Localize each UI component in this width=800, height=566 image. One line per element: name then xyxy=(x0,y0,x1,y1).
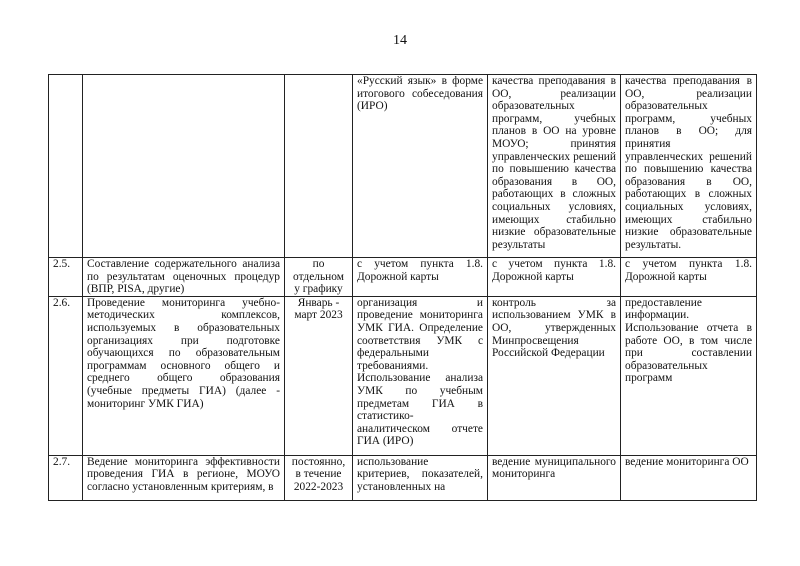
cell-text-line: среднего общего образования xyxy=(87,372,280,385)
cell-text-line: предметам ГИА в xyxy=(357,397,483,410)
cell-text-line: образовательных xyxy=(625,100,708,113)
cell-text-line: имеющих стабильно xyxy=(625,213,752,226)
cell-text-line: принятия xyxy=(625,137,671,150)
cell-text-line: планов в ОО; для xyxy=(625,125,752,138)
municipal-level-cell xyxy=(488,455,621,500)
cell-text-line: ГИА (ИРО) xyxy=(357,435,414,448)
cell-text-line: программ xyxy=(625,372,673,385)
cell-text-line: информации. xyxy=(625,309,690,322)
cell-text-line: результаты xyxy=(492,238,546,251)
school-level-cell xyxy=(621,258,757,297)
cell-text-line: мониторинг УМК ГИА) xyxy=(87,397,204,410)
cell-text-line: в течение xyxy=(295,468,342,481)
cell-text-line: с учетом пункта 1.8. xyxy=(357,258,483,270)
cell-text-line: итогового собеседования xyxy=(357,87,483,100)
cell-text-line: 2022-2023 xyxy=(293,480,344,493)
cell-text-line: с учетом пункта 1.8. xyxy=(492,258,616,270)
page-number: 14 xyxy=(393,33,407,48)
school-level-cell xyxy=(621,296,757,455)
cell-text-line: Январь - xyxy=(297,296,340,309)
cell-text-line: качества преподавания в xyxy=(625,75,752,87)
school-level-cell xyxy=(621,455,757,500)
cell-text-line: аналитическом отчете xyxy=(357,422,483,435)
cell-text-line: Минпросвещения xyxy=(492,334,579,347)
cell-text-line: ОО, реализации xyxy=(625,87,752,100)
cell-text-line: результаты. xyxy=(625,238,682,251)
cell-text-line: март 2023 xyxy=(294,309,343,322)
regional-level-cell xyxy=(353,258,488,297)
cell-text-line: Использование анализа xyxy=(357,372,483,385)
cell-text-line: низкие образовательные xyxy=(492,226,616,239)
cell-text-line: статистико- xyxy=(357,410,414,423)
cell-text-line: образовательных xyxy=(492,100,575,113)
cell-text-line: программ, учебных xyxy=(625,112,752,125)
cell-text-line: управленческих решений xyxy=(492,150,616,163)
term-cell xyxy=(285,296,353,455)
cell-text-line: работающих в сложных xyxy=(625,188,752,201)
cell-text-line: у графику xyxy=(294,283,343,296)
cell-text-line: требованиями. xyxy=(357,359,429,372)
cell-text-line: управленческих решений xyxy=(625,150,752,163)
cell-text-line: Составление содержательного анализа xyxy=(87,258,280,270)
cell-text-line: низкие образовательные xyxy=(625,226,752,239)
cell-text-line: организациях при подготовке xyxy=(87,334,280,347)
cell-text-line: проведения ГИА в регионе, МОУО xyxy=(87,468,280,481)
cell-text-line: согласно установленным критериям, в xyxy=(87,480,274,493)
activity-cell xyxy=(83,296,285,455)
cell-text-line: образования в ОО, xyxy=(492,175,616,188)
cell-text-line: Дорожной карты xyxy=(492,270,574,283)
cell-text-line: УМК ГИА. Определение xyxy=(357,321,483,334)
term-cell xyxy=(285,258,353,297)
cell-text-line: программам основного общего и xyxy=(87,359,280,372)
cell-text-line: УМК по учебным xyxy=(357,384,483,397)
cell-text-line: Ведение мониторинга эффективности xyxy=(87,455,280,468)
cell-text-line: использованием УМК в xyxy=(492,309,616,322)
cell-text-line: обучающихся по образовательным xyxy=(87,347,280,360)
activity-cell xyxy=(83,455,285,500)
cell-text-line: ведение муниципального xyxy=(492,455,616,468)
item-number-cell: 2.7. xyxy=(49,455,83,500)
activity-cell xyxy=(83,258,285,297)
cell-text-line: проведение мониторинга xyxy=(357,309,483,322)
cell-text-line: критериев, показателей, xyxy=(357,468,483,481)
table-row xyxy=(49,258,757,297)
cell-text-line: постоянно, xyxy=(291,455,346,468)
cell-text-line: по повышению качества xyxy=(492,163,616,176)
cell-text-line: качества преподавания в xyxy=(492,75,616,87)
cell-text-line: при составлении xyxy=(625,347,752,360)
cell-text-line: (учебные предметы ГИА) (далее - xyxy=(87,384,280,397)
item-number-cell: 2.5. xyxy=(49,258,83,297)
cell-text-line: ведение мониторинга ОО xyxy=(625,455,749,468)
municipal-level-cell xyxy=(488,258,621,297)
cell-text-line: МОУО; принятия xyxy=(492,137,616,150)
cell-text-line: установленных на xyxy=(357,480,446,493)
municipal-level-cell xyxy=(488,75,621,258)
cell-text-line: (ИРО) xyxy=(357,100,388,113)
cell-text-line: образовательных xyxy=(625,359,708,372)
table-row xyxy=(49,296,757,455)
cell-text-line: социальных условиях, xyxy=(492,200,616,213)
cell-text-line: по повышению качества xyxy=(625,163,752,176)
cell-text-line: Российской Федерации xyxy=(492,347,605,360)
cell-text-line: Дорожной карты xyxy=(357,270,439,283)
cell-text-line: методических комплексов, xyxy=(87,309,280,322)
cell-text-line: отдельном xyxy=(293,270,344,283)
cell-text-line: по результатам оценочных процедур xyxy=(87,270,280,283)
regional-level-cell xyxy=(353,296,488,455)
table-row xyxy=(49,75,757,258)
cell-text-line: организация и xyxy=(357,296,483,309)
cell-text-line: Проведение мониторинга учебно- xyxy=(87,296,280,309)
cell-text-line: имеющих стабильно xyxy=(492,213,616,226)
cell-text-line: социальных условиях, xyxy=(625,200,752,213)
cell-text-line: предоставление xyxy=(625,296,702,309)
item-number-cell xyxy=(49,75,83,258)
cell-text-line: используемых в образовательных xyxy=(87,321,280,334)
cell-text-line: образования в ОО, xyxy=(625,175,752,188)
cell-text-line: Дорожной карты xyxy=(625,270,707,283)
item-number-cell: 2.6. xyxy=(49,296,83,455)
cell-text-line: планов в ОО на уровне xyxy=(492,125,616,138)
term-cell xyxy=(285,455,353,500)
school-level-cell xyxy=(621,75,757,258)
table-row xyxy=(49,455,757,500)
cell-text-line: ОО, утвержденных xyxy=(492,321,616,334)
cell-text-line: контроль за xyxy=(492,296,616,309)
cell-text-line: по xyxy=(312,258,325,270)
activity-cell xyxy=(83,75,285,258)
cell-text-line: Использование отчета в xyxy=(625,321,752,334)
roadmap-table xyxy=(48,74,757,501)
regional-level-cell xyxy=(353,455,488,500)
cell-text-line: ОО, реализации xyxy=(492,87,616,100)
cell-text-line: федеральными xyxy=(357,347,429,360)
municipal-level-cell xyxy=(488,296,621,455)
cell-text-line: использование xyxy=(357,455,429,468)
cell-text-line: (ВПР, PISA, другие) xyxy=(87,283,185,296)
regional-level-cell xyxy=(353,75,488,258)
cell-text-line: «Русский язык» в форме xyxy=(357,75,483,87)
cell-text-line: программ, учебных xyxy=(492,112,616,125)
term-cell xyxy=(285,75,353,258)
cell-text-line: работе ОО, в том числе xyxy=(625,334,752,347)
cell-text-line: соответствия УМК с xyxy=(357,334,483,347)
cell-text-line: мониторинга xyxy=(492,468,556,481)
cell-text-line: с учетом пункта 1.8. xyxy=(625,258,752,270)
cell-text-line: работающих в сложных xyxy=(492,188,616,201)
